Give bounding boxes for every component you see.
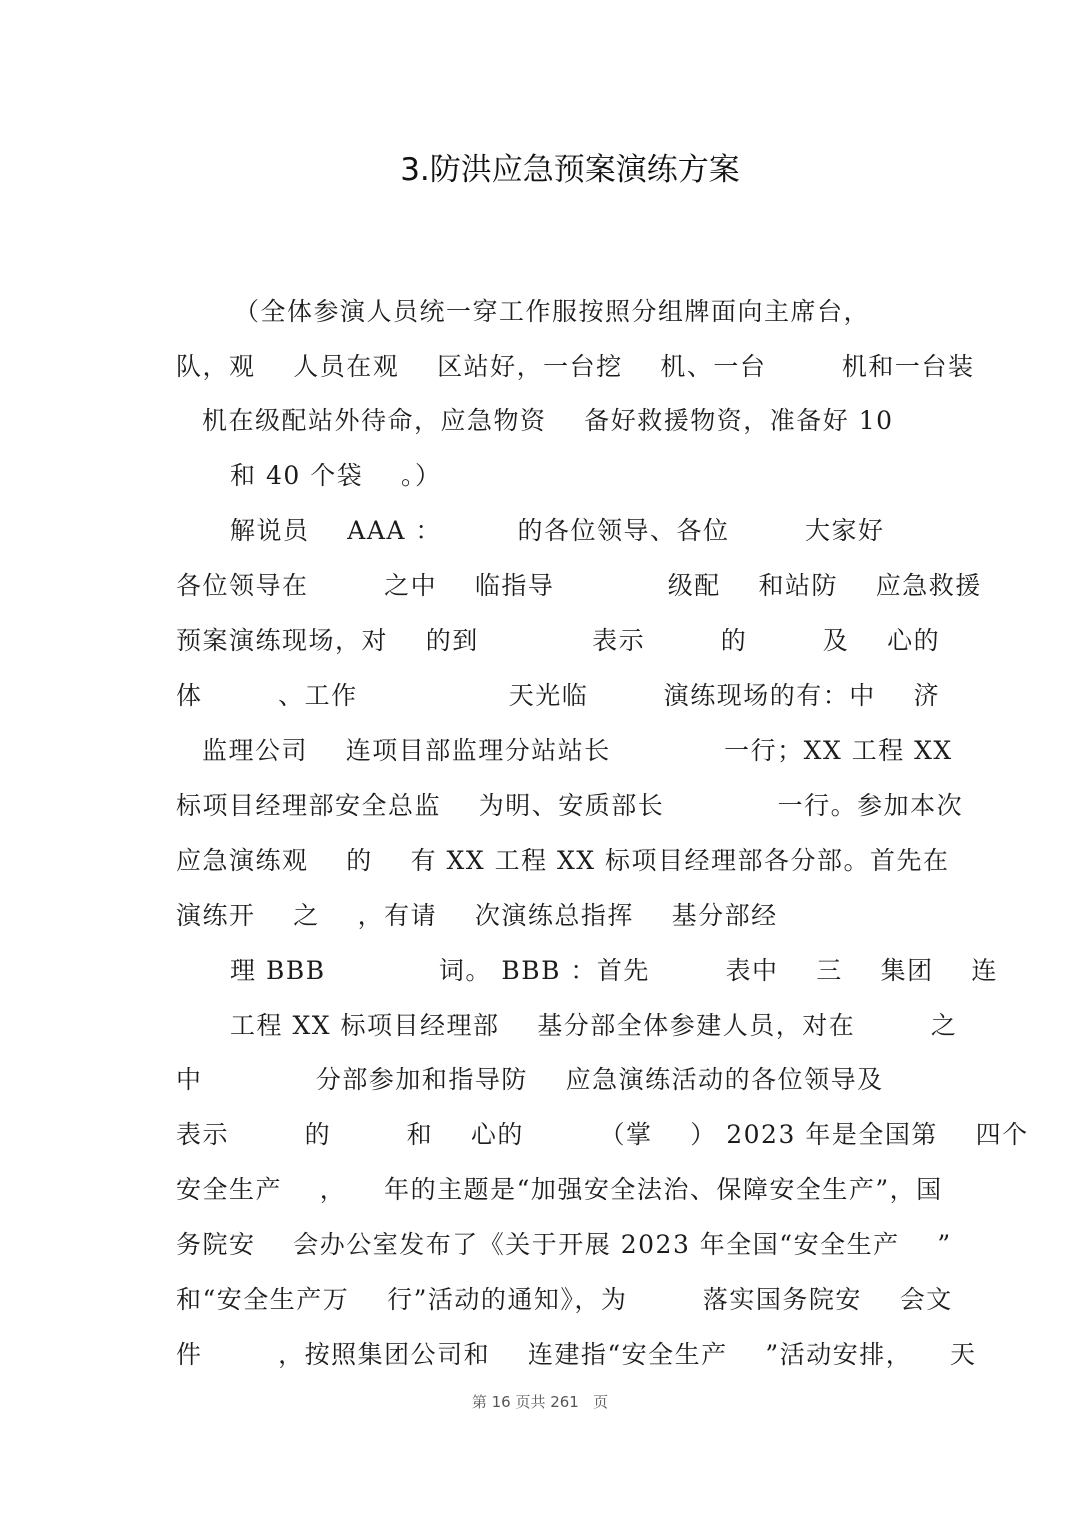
body-line: 解说员 AAA ： 的各位领导、各位 大家好 — [230, 516, 885, 545]
body-line: 工程 XX 标项目经理部 基分部全体参建人员，对在 之 — [230, 1011, 958, 1040]
document-title: 3.防洪应急预案演练方案 — [400, 152, 740, 188]
body-line: 机在级配站外待命，应急物资 备好救援物资，准备好 10 — [202, 406, 894, 435]
page-number-footer: 第 16 页共 261 页 — [471, 1393, 609, 1411]
body-line: 各位领导在 之中 临指导 级配 和站防 应急救援 — [176, 571, 982, 600]
body-line: 务院安 会办公室发布了《关于开展 2023 年全国“安全生产 ” — [176, 1230, 952, 1259]
body-line: 监理公司 连项目部监理分站站长 一行；XX 工程 XX — [202, 736, 953, 765]
body-line: 应急演练观 的 有 XX 工程 XX 标项目经理部各分部。首先在 — [176, 846, 950, 875]
body-line: 演练开 之 ，有请 次演练总指挥 基分部经 — [176, 901, 778, 930]
body-line: 和 40 个袋 。） — [230, 461, 442, 490]
body-line: 队，观 人员在观 区站好，一台挖 机、一台 机和一台装 — [176, 352, 975, 381]
body-line: 预案演练现场，对 的到 表示 的 及 心的 — [176, 626, 941, 655]
body-line: （全体参演人员统一穿工作服按照分组牌面向主席台， — [234, 297, 871, 326]
body-line: 体 、工作 天光临 演练现场的有：中 济 — [176, 681, 941, 710]
body-line: 和“安全生产万 行”活动的通知》，为 落实国务院安 会文 — [176, 1285, 953, 1314]
body-line: 理 BBB 词。 BBB ：首先 表中 三 集团 连 — [230, 956, 998, 985]
body-line: 中 分部参加和指导防 应急演练活动的各位领导及 — [176, 1065, 884, 1094]
body-line: 安全生产 ， 年的主题是“加强安全法治、保障安全生产”，国 — [176, 1175, 943, 1204]
body-line: 件 ，按照集团公司和 连建指“安全生产 ”活动安排， 天 — [176, 1340, 977, 1369]
body-line: 表示 的 和 心的 （掌 ） 2023 年是全国第 四个 — [176, 1120, 1029, 1149]
body-line: 标项目经理部安全总监 为明、安质部长 一行。参加本次 — [176, 791, 964, 820]
